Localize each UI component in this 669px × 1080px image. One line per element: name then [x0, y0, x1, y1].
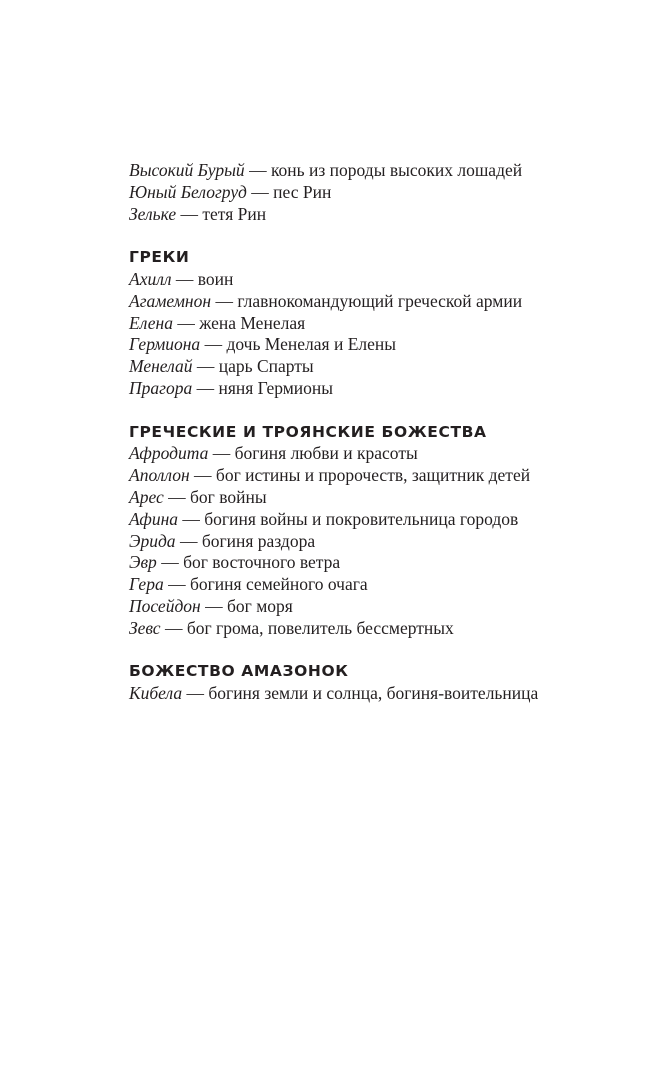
- character-name: Менелай: [129, 356, 193, 377]
- character-description: — царь Спарты: [192, 356, 314, 377]
- character-description: — дочь Менелая и Елены: [200, 334, 397, 355]
- character-name: Эрида: [129, 530, 176, 551]
- list-item: [129, 313, 629, 335]
- character-name: Посейдон: [129, 595, 201, 616]
- character-description: — пес Рин: [246, 181, 332, 202]
- list-item: [129, 531, 629, 553]
- list-item: [129, 443, 629, 465]
- character-name: Агамемнон: [129, 290, 212, 311]
- character-description: — главнокомандующий греческой армии: [211, 290, 523, 311]
- list-item: [129, 487, 629, 509]
- character-description: — богиня земли и солнца, богиня-воительница: [182, 683, 539, 704]
- character-name: Елена: [129, 312, 173, 333]
- character-name: Зевс: [129, 617, 161, 638]
- character-name: Прагора: [129, 377, 193, 398]
- list-item: [129, 334, 629, 356]
- character-name: Арес: [129, 486, 164, 507]
- character-description: — бог войны: [163, 486, 267, 507]
- section-greeks: [129, 247, 629, 400]
- list-item: [129, 160, 629, 182]
- list-item: [129, 509, 629, 531]
- section-heading: ГРЕЧЕСКИЕ И ТРОЯНСКИЕ БОЖЕСТВА: [129, 422, 487, 441]
- character-name: Афина: [129, 508, 179, 529]
- list-item: [129, 683, 629, 705]
- list-item: [129, 204, 629, 226]
- section-continuation: [129, 160, 629, 225]
- list-item: [129, 596, 629, 618]
- character-description: — няня Гермионы: [192, 377, 334, 398]
- list-item: [129, 618, 629, 640]
- character-description: — конь из породы высоких лошадей: [244, 160, 523, 180]
- character-description: — жена Менелая: [172, 312, 306, 333]
- list-item: [129, 378, 629, 400]
- character-name: Эвр: [129, 552, 157, 573]
- character-name: Аполлон: [129, 465, 190, 486]
- list-item: [129, 269, 629, 291]
- character-description: — воин: [171, 268, 234, 289]
- section-amazon-deity: [129, 661, 629, 705]
- character-description: — богиня войны и покровительница городов: [178, 508, 519, 529]
- character-name: Гермиона: [129, 334, 201, 355]
- list-item: [129, 356, 629, 378]
- character-name: Афродита: [129, 443, 209, 464]
- character-name: Ахилл: [129, 268, 172, 289]
- list-item: [129, 465, 629, 487]
- character-name: Зельке: [129, 203, 177, 224]
- character-name: Высокий Бурый: [129, 160, 245, 180]
- character-description: — бог грома, повелитель бессмертных: [160, 617, 454, 638]
- section-heading: ГРЕКИ: [129, 248, 190, 267]
- list-item: [129, 182, 629, 204]
- section-heading: БОЖЕСТВО АМАЗОНОК: [129, 662, 349, 681]
- character-name: Кибела: [129, 683, 183, 704]
- character-description: — бог моря: [200, 595, 293, 616]
- list-item: [129, 552, 629, 574]
- character-description: — бог истины и пророчеств, защитник детей: [189, 465, 531, 486]
- character-description: — богиня семейного очага: [163, 574, 368, 595]
- list-item: [129, 574, 629, 596]
- character-name: Юный Белогруд: [129, 181, 247, 202]
- character-description: — бог восточного ветра: [156, 552, 341, 573]
- character-list: [129, 160, 629, 705]
- character-description: — богиня любви и красоты: [208, 443, 418, 464]
- list-item: [129, 291, 629, 313]
- section-greek-trojan-deities: [129, 422, 629, 640]
- character-description: — тетя Рин: [176, 203, 267, 224]
- character-name: Гера: [129, 574, 164, 595]
- character-description: — богиня раздора: [175, 530, 316, 551]
